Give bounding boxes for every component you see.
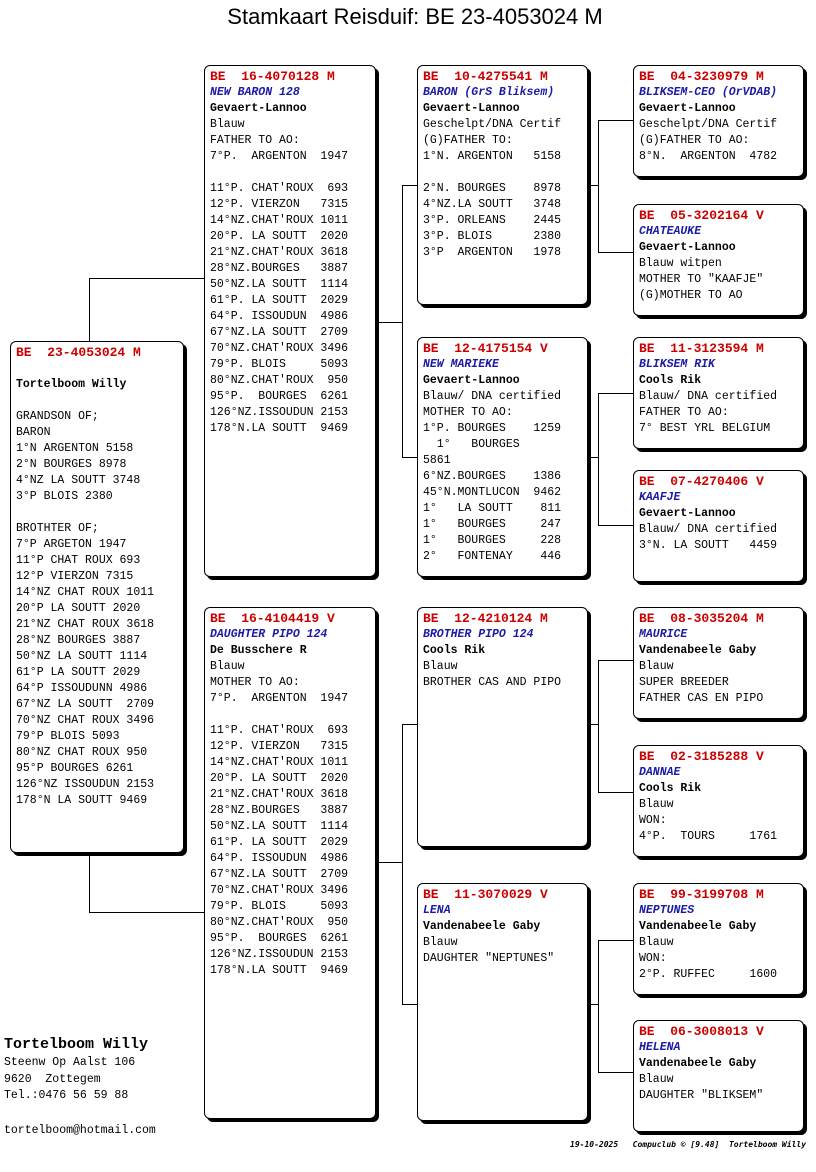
pigeon-card-dsd[interactable] <box>633 745 804 857</box>
spacer <box>16 361 183 377</box>
info-line: Blauw <box>423 660 458 673</box>
info-line: FATHER TO AO: <box>639 406 729 419</box>
info-line: 21°NZ CHAT ROUX 3618 <box>16 618 155 631</box>
pigeon-card-dam-dam[interactable] <box>417 883 588 1121</box>
pigeon-card-sss[interactable] <box>633 65 804 177</box>
info-line: 79°P BLOIS 5093 <box>16 730 120 743</box>
info-line: MOTHER TO AO: <box>423 406 513 419</box>
pigeon-card-ssd[interactable] <box>633 204 804 316</box>
breeder-name: Gevaert-Lannoo <box>423 374 520 387</box>
info-line: 20°P. LA SOUTT 2020 <box>210 230 349 243</box>
info-line: 50°NZ LA SOUTT 1114 <box>16 650 148 663</box>
ring-number: BE 07-4270406 V <box>639 474 764 489</box>
info-line: Blauw/ DNA certified <box>639 390 778 403</box>
info-line: 11°P. CHAT'ROUX 693 <box>210 724 349 737</box>
info-line: DAUGHTER "NEPTUNES" <box>423 952 555 965</box>
info-line: Blauw/ DNA certified <box>423 390 562 403</box>
pigeon-name: HELENA <box>639 1041 681 1054</box>
info-line: 178°N LA SOUTT 9469 <box>16 794 148 807</box>
info-line: 64°P. ISSOUDUN 4986 <box>210 852 349 865</box>
ring-number: BE 99-3199708 M <box>639 887 764 902</box>
connector <box>591 185 598 186</box>
info-line: 1° LA SOUTT 811 <box>423 502 562 515</box>
info-line: 79°P. BLOIS 5093 <box>210 358 349 371</box>
info-line: 178°N.LA SOUTT 9469 <box>210 964 349 977</box>
connector <box>89 278 204 279</box>
connector <box>89 853 90 913</box>
owner-tel: Tel.:0476 56 59 88 <box>4 1089 129 1102</box>
info-line: WON: <box>639 814 667 827</box>
info-line: 95°P BOURGES 6261 <box>16 762 134 775</box>
info-line: 61°P. LA SOUTT 2029 <box>210 836 349 849</box>
info-line: Geschelpt/DNA Certif <box>639 118 778 131</box>
breeder-name: Vandenabeele Gaby <box>639 920 757 933</box>
info-line: 3°P BLOIS 2380 <box>16 490 113 503</box>
pigeon-name: BROTHER PIPO 124 <box>423 628 534 641</box>
ring-number: BE 11-3070029 V <box>423 887 548 902</box>
info-line: Blauw <box>639 660 674 673</box>
connector <box>598 393 633 394</box>
info-line: BROTHTER OF; <box>16 522 99 535</box>
connector <box>591 457 598 458</box>
ring-number: BE 16-4104419 V <box>210 611 335 626</box>
pigeon-name: LENA <box>423 904 451 917</box>
connector <box>598 940 599 1073</box>
connector <box>598 393 599 526</box>
ring-number: BE 10-4275541 M <box>423 69 548 84</box>
breeder-name: Cools Rik <box>423 644 486 657</box>
info-line: (G)MOTHER TO AO <box>639 289 743 302</box>
pigeon-name: NEW BARON 128 <box>210 86 300 99</box>
info-line: 2° FONTENAY 446 <box>423 550 562 563</box>
info-line: 20°P. LA SOUTT 2020 <box>210 772 349 785</box>
info-line: 3°P. BLOIS 2380 <box>423 230 562 243</box>
info-line: Blauw <box>210 118 245 131</box>
info-line: Blauw <box>639 1073 674 1086</box>
info-line: 1° BOURGES <box>423 438 520 451</box>
connector <box>598 1072 633 1073</box>
connector <box>89 278 90 341</box>
info-line: 1°N ARGENTON 5158 <box>16 442 134 455</box>
connector <box>402 724 417 725</box>
connector <box>378 862 403 863</box>
info-line: 80°NZ.CHAT'ROUX 950 <box>210 374 349 387</box>
owner-email[interactable]: tortelboom@hotmail.com <box>4 1124 156 1137</box>
info-line: BROTHER CAS AND PIPO <box>423 676 562 689</box>
info-line: Blauw <box>210 660 245 673</box>
info-line <box>210 165 375 181</box>
breeder-name: Gevaert-Lannoo <box>210 102 307 115</box>
info-line: 14°NZ.CHAT'ROUX 1011 <box>210 214 349 227</box>
info-line: 3°N. LA SOUTT 4459 <box>639 539 778 552</box>
info-line: Geschelpt/DNA Certif <box>423 118 562 131</box>
pigeon-card-sdd[interactable] <box>633 470 804 582</box>
info-line: 11°P CHAT ROUX 693 <box>16 554 141 567</box>
info-line: (G)FATHER TO: <box>423 134 513 147</box>
info-line: 80°NZ CHAT ROUX 950 <box>16 746 148 759</box>
info-line: 126°NZ ISSOUDUN 2153 <box>16 778 155 791</box>
pigeon-card-sire[interactable] <box>204 65 376 577</box>
info-line: 21°NZ.CHAT'ROUX 3618 <box>210 246 349 259</box>
info-line: 6°NZ.BOURGES 1386 <box>423 470 562 483</box>
breeder-name: Cools Rik <box>639 782 702 795</box>
info-line: 61°P. LA SOUTT 2029 <box>210 294 349 307</box>
pigeon-card-sds[interactable] <box>633 337 804 449</box>
info-line: GRANDSON OF; <box>16 410 99 423</box>
info-line <box>16 393 183 409</box>
info-line: 12°P. VIERZON 7315 <box>210 198 349 211</box>
connector <box>598 525 633 526</box>
pigeon-card-dam-sire[interactable] <box>417 607 588 847</box>
connector <box>598 660 633 661</box>
ring-number: BE 23-4053024 M <box>16 345 141 360</box>
pigeon-card-subject[interactable] <box>10 341 184 853</box>
pigeon-card-sire-dam[interactable] <box>417 337 588 577</box>
pigeon-name: KAAFJE <box>639 491 681 504</box>
connector <box>89 912 204 913</box>
info-line: 11°P. CHAT'ROUX 693 <box>210 182 349 195</box>
breeder-name: De Busschere R <box>210 644 307 657</box>
info-line: 50°NZ.LA SOUTT 1114 <box>210 278 349 291</box>
connector <box>598 120 599 253</box>
info-line: Blauw <box>639 936 674 949</box>
info-line: MOTHER TO "KAAFJE" <box>639 273 764 286</box>
breeder-name: Tortelboom Willy <box>16 378 127 391</box>
breeder-name: Gevaert-Lannoo <box>639 102 736 115</box>
info-line: 126°NZ.ISSOUDUN 2153 <box>210 406 349 419</box>
connector <box>598 940 633 941</box>
connector <box>598 660 599 793</box>
info-line: 64°P ISSOUDUNN 4986 <box>16 682 148 695</box>
connector <box>591 1004 598 1005</box>
connector <box>402 185 403 458</box>
footer <box>570 1140 806 1149</box>
info-line: 14°NZ CHAT ROUX 1011 <box>16 586 155 599</box>
info-line: 7°P. ARGENTON 1947 <box>210 692 349 705</box>
info-line: 7°P. ARGENTON 1947 <box>210 150 349 163</box>
info-line: 95°P. BOURGES 6261 <box>210 932 349 945</box>
info-line: DAUGHTER "BLIKSEM" <box>639 1089 764 1102</box>
info-line: MOTHER TO AO: <box>210 676 300 689</box>
owner-address: Steenw Op Aalst 106 <box>4 1056 136 1069</box>
footer-software: Compuclub © [9.48] Tortelboom Willy <box>632 1140 807 1149</box>
ring-number: BE 05-3202164 V <box>639 208 764 223</box>
ring-number: BE 02-3185288 V <box>639 749 764 764</box>
pigeon-name: CHATEAUKE <box>639 225 702 238</box>
info-line: 67°NZ.LA SOUTT 2709 <box>210 326 349 339</box>
footer-date: 19-10-2025 <box>570 1140 619 1149</box>
info-line: 70°NZ.CHAT'ROUX 3496 <box>210 342 349 355</box>
connector <box>598 792 633 793</box>
info-line: 5861 <box>423 454 451 467</box>
breeder-name: Vandenabeele Gaby <box>639 1057 757 1070</box>
breeder-name: Vandenabeele Gaby <box>423 920 541 933</box>
info-line: 12°P VIERZON 7315 <box>16 570 134 583</box>
info-line: 79°P. BLOIS 5093 <box>210 900 349 913</box>
breeder-name: Gevaert-Lannoo <box>639 241 736 254</box>
info-line: 2°P. RUFFEC 1600 <box>639 968 778 981</box>
info-line: 7°P ARGETON 1947 <box>16 538 127 551</box>
info-line: 70°NZ.CHAT'ROUX 3496 <box>210 884 349 897</box>
breeder-name: Gevaert-Lannoo <box>423 102 520 115</box>
info-line: 28°NZ BOURGES 3887 <box>16 634 141 647</box>
info-line: 67°NZ LA SOUTT 2709 <box>16 698 155 711</box>
info-line: 8°N. ARGENTON 4782 <box>639 150 778 163</box>
info-line: 28°NZ.BOURGES 3887 <box>210 804 349 817</box>
info-line: 3°P. ORLEANS 2445 <box>423 214 562 227</box>
info-line: Blauw <box>423 936 458 949</box>
info-line: Blauw/ DNA certified <box>639 523 778 536</box>
info-line: 2°N BOURGES 8978 <box>16 458 127 471</box>
info-line: BARON <box>16 426 51 439</box>
pigeon-card-dam[interactable] <box>204 607 376 1119</box>
info-line: 50°NZ.LA SOUTT 1114 <box>210 820 349 833</box>
info-line <box>16 505 183 521</box>
info-line: 70°NZ CHAT ROUX 3496 <box>16 714 155 727</box>
pigeon-card-dds[interactable] <box>633 883 804 995</box>
info-line: 1°N. ARGENTON 5158 <box>423 150 562 163</box>
info-line: 28°NZ.BOURGES 3887 <box>210 262 349 275</box>
info-line: 1° BOURGES 228 <box>423 534 562 547</box>
info-line: 20°P LA SOUTT 2020 <box>16 602 141 615</box>
info-line: SUPER BREEDER <box>639 676 729 689</box>
info-line: 12°P. VIERZON 7315 <box>210 740 349 753</box>
owner-block <box>4 1035 148 1105</box>
breeder-name: Cools Rik <box>639 374 702 387</box>
info-line: 21°NZ.CHAT'ROUX 3618 <box>210 788 349 801</box>
info-line: 7° BEST YRL BELGIUM <box>639 422 771 435</box>
pigeon-name: NEW MARIEKE <box>423 358 499 371</box>
info-line: 61°P LA SOUTT 2029 <box>16 666 141 679</box>
info-line: 4°P. TOURS 1761 <box>639 830 778 843</box>
breeder-name: Vandenabeele Gaby <box>639 644 757 657</box>
info-line: 4°NZ LA SOUTT 3748 <box>16 474 141 487</box>
info-line: 3°P ARGENTON 1978 <box>423 246 562 259</box>
pigeon-name: BLIKSEM-CEO (OrVDAB) <box>639 86 778 99</box>
connector <box>402 724 403 1005</box>
pigeon-card-sire-sire[interactable] <box>417 65 588 305</box>
breeder-name: Gevaert-Lannoo <box>639 507 736 520</box>
pigeon-name: DANNAE <box>639 766 681 779</box>
info-line: (G)FATHER TO AO: <box>639 134 750 147</box>
info-line: FATHER TO AO: <box>210 134 300 147</box>
info-line: WON: <box>639 952 667 965</box>
info-line: 1°P. BOURGES 1259 <box>423 422 562 435</box>
info-line: 95°P. BOURGES 6261 <box>210 390 349 403</box>
info-line: Blauw <box>639 798 674 811</box>
info-line: 126°NZ.ISSOUDUN 2153 <box>210 948 349 961</box>
ring-number: BE 16-4070128 M <box>210 69 335 84</box>
owner-name: Tortelboom Willy <box>4 1036 149 1053</box>
connector <box>402 185 417 186</box>
connector <box>598 252 633 253</box>
owner-city: 9620 Zottegem <box>4 1072 101 1086</box>
info-line: 2°N. BOURGES 8978 <box>423 182 562 195</box>
info-line: FATHER CAS EN PIPO <box>639 692 764 705</box>
pigeon-name: DAUGHTER PIPO 124 <box>210 628 328 641</box>
info-line: 64°P. ISSOUDUN 4986 <box>210 310 349 323</box>
ring-number: BE 04-3230979 M <box>639 69 764 84</box>
ring-number: BE 12-4210124 M <box>423 611 548 626</box>
info-line: 45°N.MONTLUCON 9462 <box>423 486 562 499</box>
pigeon-name: BARON (GrS Bliksem) <box>423 86 555 99</box>
info-line: Blauw witpen <box>639 257 722 270</box>
pigeon-card-dss[interactable] <box>633 607 804 719</box>
info-line: 80°NZ.CHAT'ROUX 950 <box>210 916 349 929</box>
pigeon-name: NEPTUNES <box>639 904 695 917</box>
connector <box>402 457 417 458</box>
info-line: 14°NZ.CHAT'ROUX 1011 <box>210 756 349 769</box>
ring-number: BE 08-3035204 M <box>639 611 764 626</box>
info-line: 1° BOURGES 247 <box>423 518 562 531</box>
connector <box>591 724 598 725</box>
connector <box>598 120 633 121</box>
pigeon-card-ddd[interactable] <box>633 1020 804 1132</box>
ring-number: BE 06-3008013 V <box>639 1024 764 1039</box>
info-line: 4°NZ.LA SOUTT 3748 <box>423 198 562 211</box>
ring-number: BE 12-4175154 V <box>423 341 548 356</box>
connector <box>378 322 403 323</box>
ring-number: BE 11-3123594 M <box>639 341 764 356</box>
pigeon-name: BLIKSEM RIK <box>639 358 715 371</box>
info-line: 178°N.LA SOUTT 9469 <box>210 422 349 435</box>
info-line <box>210 707 375 723</box>
connector <box>402 1004 417 1005</box>
page-title: Stamkaart Reisduif: BE 23-4053024 M <box>227 4 603 29</box>
info-line <box>423 165 587 181</box>
info-line: 67°NZ.LA SOUTT 2709 <box>210 868 349 881</box>
pigeon-name: MAURICE <box>639 628 688 641</box>
